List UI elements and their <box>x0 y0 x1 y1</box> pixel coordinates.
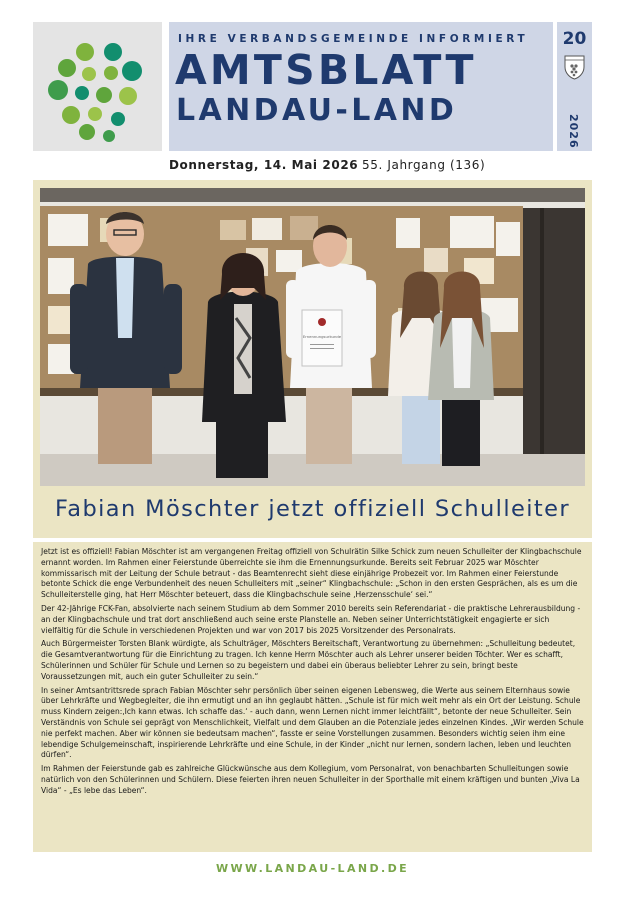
issue-date: Donnerstag, 14. Mai 2026 <box>169 158 359 172</box>
article-paragraph: Im Rahmen der Feierstunde gab es zahlreiche Glückwünsche aus dem Kollegium, vom Personalrat, von benachbarten Schulleitungen sowie natürlich von den Schülerinnen und Schülern. Diese feierten ihren neuen Schulleiter in der Sporthalle mit einem kräftigen und bunten „Viva La Vida“ - „Es lebe das Leben“. <box>41 764 580 795</box>
masthead <box>169 22 553 151</box>
issue-number: 20 <box>562 29 587 49</box>
article-paragraph: In seiner Amtsantrittsrede sprach Fabian Möschter sehr persönlich über seinen eigenen Lebensweg, die Werte aus seinem Elternhaus sowie über Lehrkräfte und Wegbegleiter, die ihn ermutigt und an ihn geglaubt hätten. „Schule ist für mich weit mehr als ein Ort der Leistung. Schule muss Kindern zeigen:‚Ich kann etwas. Ich schaffe das.‘ - auch dann, wenn Lernen nicht immer leichtfällt“, betonte der neue Schulleiter. Sein Verständnis von Schule sei geprägt von Menschlichkeit, Vielfalt und dem Glauben an die Potenziale jedes einzelnen Kindes. „Wir werden Schule nie perfekt machen. Aber wir können sie bedeutsam machen“, fasste er seine Vorstellungen zusammen. Besonders wichtig seien ihm eine lebendige Schulgemeinschaft, inspirierende Lehrkräfte und eine Schule, in der Kinder „nicht nur lernen, sondern lachen, leben und leuchten dürfen“. <box>41 685 584 760</box>
article-paragraph: Auch Bürgermeister Torsten Blank würdigte, als Schulträger, Möschters Bereitschaft, Verantwortung zu übernehmen: „Schulleitung bedeutet, die Gesamtverantwortung für die Einrichtung zu tragen. Ich kenne Herrn Möschter auch als Lehrer unserer beiden Töchter. Wer es schafft, Schülerinnen und Schüler für Schule und Lernen so zu begeistern und dabei ein überaus beliebter Lehrer zu sein, bringt beste Voraussetzungen mit, auch ein guter Schulleiter zu sein.“ <box>41 639 576 681</box>
masthead-subtitle: LANDAU-LAND <box>176 93 458 128</box>
article-paragraph: Jetzt ist es offiziell! Fabian Möschter ist am vergangenen Freitag offiziell von Schulrätin Silke Schick zum neuen Schulleiter der Klingbachschule ernannt worden. Im Rahmen einer Feierstunde überreichte sie ihm die Ernennungsurkunde. Bereits seit Februar 2025 war Möschter kommissarisch mit der Leitung der Schule betraut - das Beamtenrecht sieht diese einjährige Probezeit vor. Im Rahmen einer Feierstunde betonte Schick die enge Verbundenheit des neuen Schulleiters mit „seiner“ Klingbachschule: „Schon in den ersten Gesprächen, als es um die Schulleiterstelle ging, hat Herr Möschter beteuert, dass die Klingbachschule seine ‚Herzensschule‘ sei.“ <box>41 547 582 600</box>
certificate-label: Ernennungsurkunde <box>302 334 342 339</box>
article-paragraph: Der 42-Jährige FCK-Fan, absolvierte nach seinem Studium ab dem Sommer 2010 bereits sein Referendariat - die praktische Lehrerausbildung - an der Klingbachschule und trat dort anschließend auch seine erste Planstelle an. Neben seiner Unterrichtstätigkeit engagierte er sich vielfältig für die Schule in verschiedenen Projekten und war von 2017 bis 2025 Vorsitzender des Personalrats. <box>41 603 581 635</box>
lead-photo <box>40 188 585 486</box>
dateline <box>169 158 485 172</box>
issue-box <box>557 22 592 151</box>
issue-year: 2026 <box>567 114 580 149</box>
coat-of-arms-icon <box>564 54 585 80</box>
lead-story <box>33 180 592 538</box>
issue-edition: 55. Jahrgang (136) <box>362 158 486 172</box>
article-headline: Fabian Möschter jetzt offiziell Schulleiter <box>54 496 570 522</box>
masthead-title: AMTSBLATT <box>175 46 477 94</box>
logo <box>33 22 162 151</box>
ceremony-photo-illustration <box>40 188 585 486</box>
logo-dots-icon <box>33 22 162 151</box>
masthead-kicker: IHRE VERBANDSGEMEINDE INFORMIERT <box>178 33 529 45</box>
article-body <box>33 542 592 852</box>
website-link[interactable]: WWW.LANDAU-LAND.DE <box>215 862 410 875</box>
